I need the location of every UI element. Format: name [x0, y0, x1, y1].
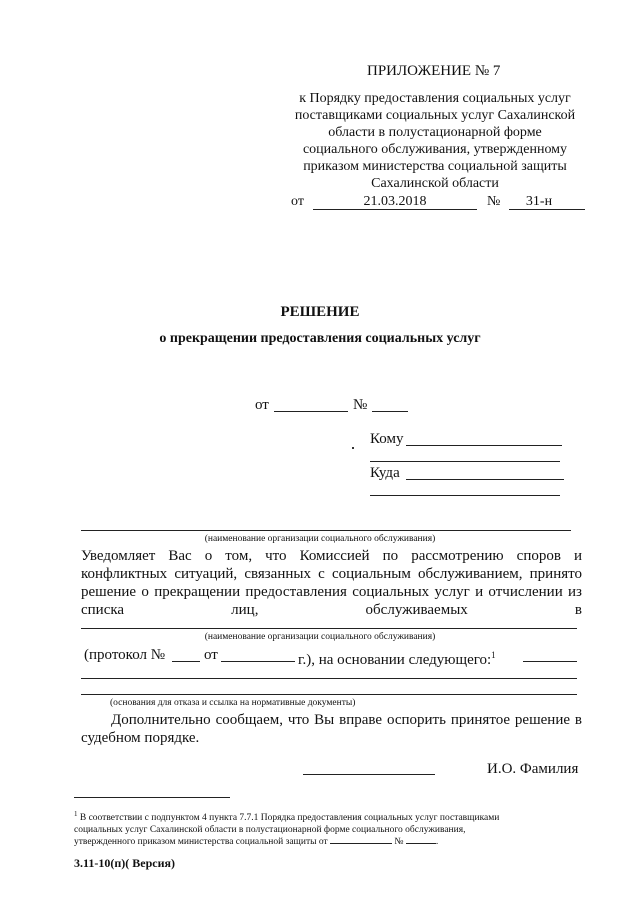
form-code: 3.11-10(п)( Версия) — [74, 856, 175, 870]
organization-name-field-2 — [81, 628, 577, 629]
additional-info-line: судебном порядке. — [81, 730, 200, 746]
signatory-name: И.О. Фамилия — [487, 761, 579, 777]
grounds-field-1 — [81, 678, 577, 679]
appendix-line: Сахалинской области — [371, 176, 499, 191]
grounds-caption: (основания для отказа и ссылка на нормативные документы) — [110, 698, 356, 708]
recipient-where-field-2 — [370, 495, 560, 496]
grounds-field-2 — [81, 694, 577, 695]
footnote-line — [74, 836, 584, 848]
appendix-line: поставщиками социальных услуг Сахалинской — [294, 108, 576, 123]
footnote-text: утвержденного приказом министерства социальной защиты от — [74, 837, 328, 848]
footnote-mark: 1 — [74, 810, 78, 818]
document-title: РЕШЕНИЕ — [280, 304, 360, 320]
protocol-date-field — [221, 661, 295, 662]
notice-word: в — [574, 602, 582, 618]
recipient-where-field — [406, 479, 564, 480]
organization-caption-2: (наименование организации социального обслуживания) — [204, 632, 436, 642]
appendix-line: области в полустационарной форме — [328, 125, 542, 140]
decision-date-label: от — [255, 397, 269, 413]
notice-word: списка — [81, 602, 125, 618]
recipient-where-label: Куда — [370, 465, 400, 481]
footnote-period: . — [435, 837, 439, 848]
protocol-number-field — [172, 661, 200, 662]
decision-number-label: № — [353, 397, 368, 413]
protocol-grounds-text: г.), на основании следующего: — [298, 652, 492, 668]
appendix-reference — [284, 90, 586, 192]
recipient-to-label: Кому — [370, 431, 404, 447]
footnote-reference: 1 — [491, 650, 496, 660]
decision-date-field — [274, 411, 348, 412]
decision-number-field — [372, 411, 408, 412]
organization-name-field-1 — [81, 530, 571, 531]
footnote-line: социальных услуг Сахалинской области в полустационарной форме социального обслуживания, — [74, 825, 466, 836]
footnote-line — [74, 808, 584, 824]
notice-word: лиц, — [231, 602, 259, 618]
footnote-number-field — [406, 843, 436, 844]
notice-line: решение о прекращении предоставления социальных услуг и отчислении из — [81, 584, 582, 600]
grounds-field-inline — [523, 661, 577, 662]
appendix-line: приказом министерства социальной защиты — [303, 159, 567, 174]
notice-last-line — [81, 601, 582, 619]
appendix-number-value: 31-н — [525, 194, 553, 209]
footnote-date-field — [330, 843, 392, 844]
notice-word: обслуживаемых — [365, 602, 468, 618]
additional-info — [81, 711, 582, 747]
recipient-to-field — [406, 445, 562, 446]
appendix-line: к Порядку предоставления социальных услуг — [299, 91, 571, 106]
footnote — [74, 808, 584, 848]
notice-paragraph — [81, 547, 582, 619]
footnote-text: В соответствии с подпунктом 4 пункта 7.7.1 Порядка предоставления социальных услуг поставщиками — [79, 813, 500, 824]
appendix-number-label: № — [487, 194, 501, 209]
recipient-to-field-2 — [370, 461, 560, 462]
protocol-grounds-label — [298, 646, 496, 669]
footnote-number-label: № — [394, 837, 404, 848]
appendix-title: ПРИЛОЖЕНИЕ № 7 — [367, 63, 501, 79]
signature-field — [303, 774, 435, 775]
appendix-line: социального обслуживания, утвержденному — [302, 142, 568, 157]
protocol-label: (протокол № — [84, 647, 166, 663]
notice-line: конфликтных ситуаций, связанных с социальным обслуживанием, принято — [81, 566, 582, 582]
notice-line: Уведомляет Вас о том, что Комиссией по рассмотрению споров и — [81, 548, 582, 564]
document-subtitle: о прекращении предоставления социальных услуг — [159, 331, 481, 346]
stray-dot — [352, 447, 354, 449]
appendix-date-value: 21.03.2018 — [363, 194, 427, 209]
organization-caption-1: (наименование организации социального обслуживания) — [204, 534, 436, 544]
additional-info-line: Дополнительно сообщаем, что Вы вправе оспорить принятое решение в — [111, 712, 582, 728]
appendix-date-label: от — [291, 194, 304, 209]
footnote-separator — [74, 797, 230, 798]
protocol-date-label: от — [204, 647, 218, 663]
